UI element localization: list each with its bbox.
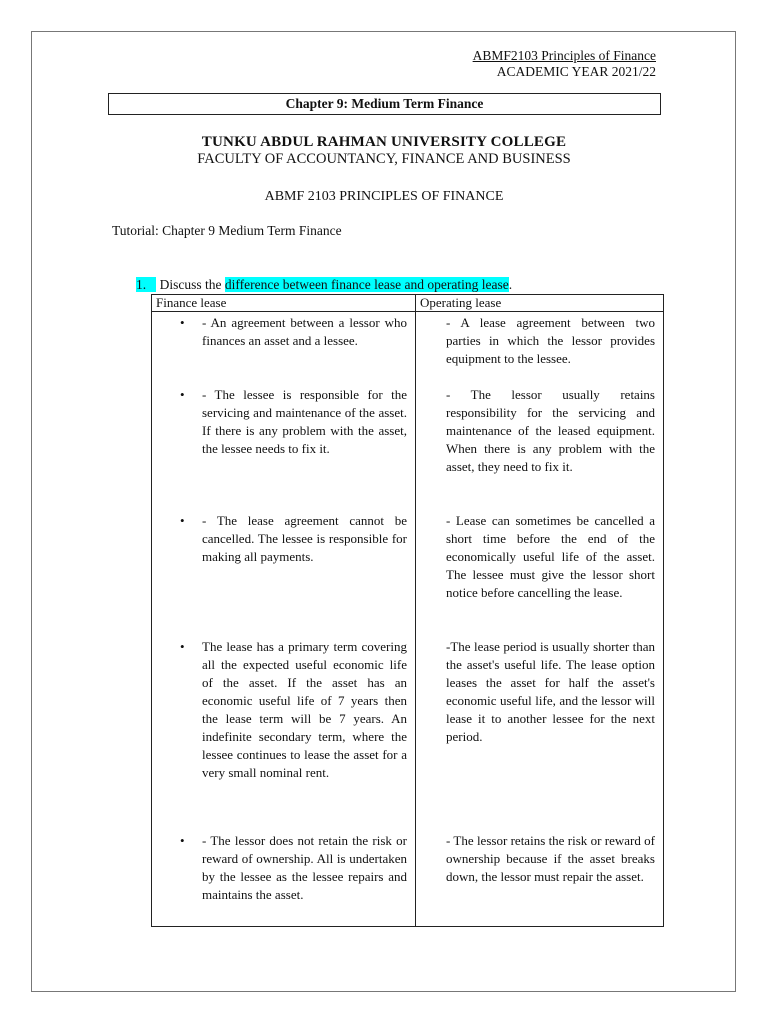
question-number: 1. <box>136 277 147 292</box>
bullet-icon: • <box>180 387 185 402</box>
question-prefix: Discuss the <box>159 277 225 292</box>
academic-year: ACADEMIC YEAR 2021/22 <box>496 64 656 79</box>
bullet-icon: • <box>180 315 185 330</box>
chapter-title: Chapter 9: Medium Term Finance <box>108 93 661 115</box>
list-item: • - The lease agreement cannot be cancelled. The lessee is responsible for making all payments. <box>180 513 407 564</box>
list-item: • - The lessor does not retain the risk or reward of ownership. All is undertaken by the lessee as the lessee repairs and maintains the asset. <box>180 833 407 902</box>
course-title: ABMF 2103 PRINCIPLES OF FINANCE <box>264 189 504 204</box>
table-body-row <box>152 312 664 927</box>
list-item: - A lease agreement between two parties in which the lessor provides equipment to the lessee. <box>446 315 655 366</box>
table-header-row <box>152 295 664 312</box>
bullet-icon: • <box>180 639 185 654</box>
course-code: ABMF2103 Principles of Finance <box>472 48 656 63</box>
question-1 <box>136 277 512 293</box>
header-finance-lease: Finance lease <box>152 295 416 312</box>
document-header <box>473 48 656 80</box>
list-item: - Lease can sometimes be cancelled a short time before the end of the economically useful life of the asset. The lessee must give the lessor short notice before cancelling the lease. <box>446 513 655 600</box>
list-item: - The lessor retains the risk or reward of ownership because if the asset breaks down, the lessor must repair the asset. <box>446 833 655 884</box>
bullet-icon: • <box>180 833 185 848</box>
operating-lease-cell <box>416 312 664 927</box>
list-item: -The lease period is usually shorter than the asset's useful life. The lease option leases the asset for half the asset's economic useful life, and the lessor will lease it to another lessee for the next period. <box>446 639 655 744</box>
list-item: • - An agreement between a lessor who finances an asset and a lessee. <box>180 315 407 348</box>
tutorial-title: Tutorial: Chapter 9 Medium Term Finance <box>112 223 342 238</box>
bullet-icon: • <box>180 513 185 528</box>
question-suffix: . <box>508 277 513 292</box>
list-item: • The lease has a primary term covering all the expected useful economic life of the asset. If the asset has an economic useful life of 7 years then the lease term will be 7 years. An indefinite secondary term, where the lessee continues to lease the asset for a very small nominal rent. <box>180 639 407 780</box>
header-operating-lease: Operating lease <box>416 295 664 312</box>
institution-name: TUNKU ABDUL RAHMAN UNIVERSITY COLLEGE <box>201 134 567 150</box>
list-item: - The lessor usually retains responsibility for the servicing and maintenance of the leased equipment. When there is any problem with the asset, they need to fix it. <box>446 387 655 474</box>
list-item: • - The lessee is responsible for the servicing and maintenance of the asset. If there is any problem with the asset, the lessee needs to fix it. <box>180 387 407 456</box>
question-highlight: difference between finance lease and operating lease <box>224 277 509 292</box>
finance-lease-cell <box>152 312 416 927</box>
faculty-name: FACULTY OF ACCOUNTANCY, FINANCE AND BUSINESS <box>197 151 571 167</box>
comparison-table <box>151 294 664 927</box>
